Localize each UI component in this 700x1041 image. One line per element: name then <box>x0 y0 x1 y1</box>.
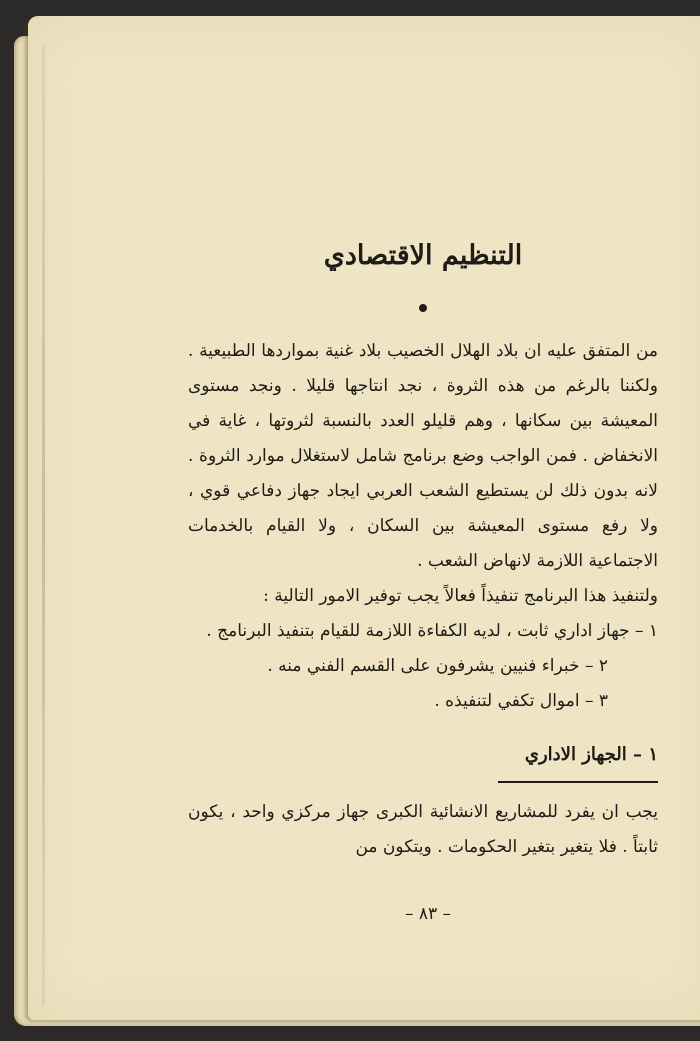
section-paragraph: يجب ان يفرد للمشاريع الانشائية الكبرى جهاز مركزي واحد ، يكون ثابتاً . فلا يتغير بتغير الحكومات . ويتكون من <box>188 802 658 857</box>
page-number: – ٨٣ – <box>404 904 452 924</box>
requirement-item-1: ١ – جهاز اداري ثابت ، لديه الكفاءة اللازمة للقيام بتنفيذ البرنامج . <box>206 621 658 641</box>
section-heading: ١ – الجهاز الاداري <box>498 737 658 783</box>
chapter-title: التنظيم الاقتصادي <box>323 240 523 271</box>
requirement-item-3: ٣ – اموال تكفي لتنفيذه . <box>434 691 608 711</box>
requirement-item-2: ٢ – خبراء فنيين يشرفون على القسم الفني منه . <box>267 656 608 676</box>
intro-paragraph: من المتفق عليه ان بلاد الهلال الخصيب بلاد غنية بمواردها الطبيعية . ولكننا بالرغم من هذه الثروة ، نجد انتاجها قليلا . ونجد مستوى المعيشة بين سكانها ، وهم قليلو العدد بالنسبة لثروتها ، غاية في الانخفاض . فمن الواجب وضع برنامج شامل لاستغلال موارد الثروة . لانه بدون ذلك لن يستطيع الشعب العربي ايجاد جهاز دفاعي قوي ، ولا رفع مستوى المعيشة بين السكان ، ولا القيام بالخدمات الاجتماعية اللازمة لانهاض الشعب . <box>188 341 658 571</box>
page-content <box>188 226 658 865</box>
bullet-separator-icon <box>419 304 427 312</box>
book-page <box>28 16 700 1020</box>
requirements-intro: ولتنفيذ هذا البرنامج تنفيذاً فعالاً يجب توفير الامور التالية : <box>263 586 658 606</box>
